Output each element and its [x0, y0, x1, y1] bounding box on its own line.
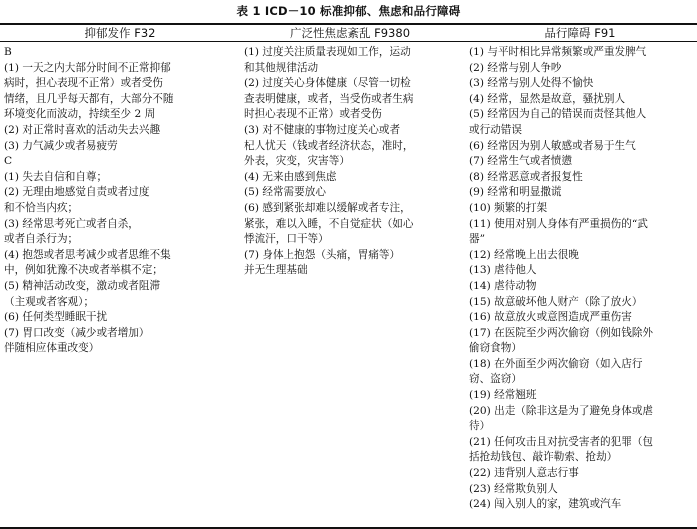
column-header-depression: 抑郁发作 F32 — [84, 26, 156, 40]
criterion-line: (6) 感到紧张却难以缓解或者专注， — [244, 201, 411, 214]
criterion-line: (1) 一天之内大部分时间不正常抑郁 — [4, 61, 171, 74]
criterion-line: (9) 经常和明显撒谎 — [469, 186, 562, 199]
criterion-line: (3) 经常思考死亡或者自杀， — [4, 217, 139, 230]
criterion-line: 外表，灾变，灾害等） — [244, 155, 350, 168]
criterion-line: 悸流汗，口干等） — [244, 233, 329, 246]
criterion-line: (17) 在医院至少两次偷窃（例如钱除外 — [469, 326, 654, 339]
criterion-line: (7) 胃口改变（减少或者增加） — [4, 326, 150, 339]
criterion-line: 偷窃食物） — [469, 342, 522, 355]
criterion-line: 时担心表现不正常）或者受伤 — [244, 108, 382, 121]
criterion-line: (3) 力气减少或者易疲劳 — [4, 139, 118, 152]
criterion-line: (21) 任何攻击且对抗受害者的犯罪（包 — [469, 435, 654, 448]
criterion-line: (11) 使用对别人身体有严重损伤的“武 — [469, 217, 648, 230]
criterion-line: (2) 经常与别人争吵 — [469, 61, 562, 74]
criterion-line: (16) 故意放火或意图造成严重伤害 — [469, 311, 632, 324]
criterion-line: (2) 过度关心身体健康（尽管一切检 — [244, 77, 411, 90]
criterion-line: 和不恰当内疚； — [4, 201, 79, 214]
criterion-line: (5) 精神活动改变，激动或者阻滞 — [4, 279, 161, 292]
criterion-line: (6) 经常因为别人敏感或者易于生气 — [469, 139, 636, 152]
criterion-line: （主观或者客观）； — [4, 295, 95, 308]
column-depression-criteria — [4, 45, 236, 357]
criterion-line: 和其他规律活动 — [244, 61, 319, 74]
criterion-line: (24) 闯入别人的家，建筑或汽车 — [469, 498, 622, 511]
criterion-line: 器” — [469, 233, 486, 246]
criterion-line: 窃、盗窃） — [469, 373, 522, 386]
criterion-line: B — [4, 46, 12, 58]
criterion-line: 杞人忧天（钱或者经济状态，准时， — [244, 139, 414, 152]
criterion-line: (3) 对不健康的事物过度关心或者 — [244, 123, 401, 136]
column-header-anxiety: 广泛性焦虑紊乱 F9380 — [289, 26, 411, 40]
criterion-line: 待） — [469, 420, 491, 433]
criterion-line: 中，例如犹豫不决或者举棋不定； — [4, 264, 163, 277]
criterion-line: (12) 经常晚上出去很晚 — [469, 248, 579, 261]
criterion-line: (15) 故意破坏他人财产（除了放火） — [469, 295, 643, 308]
criterion-line: (3) 经常与别人处得不愉快 — [469, 77, 594, 90]
criterion-line: (19) 经常翘班 — [469, 389, 537, 402]
criterion-line: (8) 经常恶意或者报复性 — [469, 170, 583, 183]
criterion-line: 紧张，难以入睡，不自觉症状（如心 — [244, 217, 414, 230]
criterion-line: (23) 经常欺负别人 — [469, 482, 558, 495]
table-header-rule — [0, 41, 697, 42]
criterion-line: (1) 失去自信和自尊； — [4, 170, 108, 183]
table-caption: 表 1 ICD－10 标准抑郁、焦虑和品行障碍 — [236, 4, 461, 18]
criterion-line: 并无生理基础 — [244, 264, 308, 277]
criterion-line: 伴随相应体重改变） — [4, 342, 100, 355]
criterion-line: (5) 经常需要放心 — [244, 186, 326, 199]
criterion-line: 或行动错误 — [469, 123, 522, 136]
criterion-line: (4) 抱怨或者思考减少或者思维不集 — [4, 248, 171, 261]
criterion-line: 查表明健康，或者，当受伤或者生病 — [244, 92, 414, 105]
criterion-line: (4) 经常，显然是故意，骚扰别人 — [469, 92, 626, 105]
criterion-line: (2) 对正常时喜欢的活动失去兴趣 — [4, 123, 161, 136]
column-anxiety-criteria — [244, 45, 454, 279]
criterion-line: (7) 经常生气或者愤懑 — [469, 155, 573, 168]
criterion-line: (1) 过度关注质量表现如工作，运动 — [244, 46, 411, 58]
criterion-line: (5) 经常因为自己的错误而责怪其他人 — [469, 108, 647, 121]
criterion-line: (2) 无理由地感觉自责或者过度 — [4, 186, 150, 199]
criterion-line: (7) 身体上抱怨（头痛，胃痛等） — [244, 248, 401, 261]
criterion-line: (14) 虐待动物 — [469, 279, 537, 292]
criterion-line: (18) 在外面至少两次偷窃（如入店行 — [469, 357, 643, 370]
table-bottom-rule — [0, 527, 697, 529]
criterion-line: (1) 与平时相比异常频繁或严重发脾气 — [469, 46, 647, 58]
criterion-line: (20) 出走（除非这是为了避免身体或虐 — [469, 404, 654, 417]
column-header-conduct: 品行障碍 F91 — [544, 26, 616, 40]
criterion-line: (13) 虐待他人 — [469, 264, 537, 277]
criterion-line: (10) 频繁的打架 — [469, 201, 548, 214]
criterion-line: 括抢劫钱包、敲诈勒索、抢劫） — [469, 451, 618, 464]
criterion-line: (22) 违背别人意志行事 — [469, 467, 579, 480]
criterion-line: 病时，担心表现不正常）或者受伤 — [4, 77, 163, 90]
criterion-line: 情绪，且几乎每天都有，大部分不随 — [4, 92, 174, 105]
column-conduct-criteria — [469, 45, 695, 513]
criterion-line: 环境变化而波动，持续至少 2 周 — [4, 108, 156, 121]
criterion-line: 或者自杀行为； — [4, 233, 79, 246]
criterion-line: (4) 无来由感到焦虑 — [244, 170, 337, 183]
criterion-line: C — [4, 155, 13, 168]
criterion-line: (6) 任何类型睡眠干扰 — [4, 311, 108, 324]
